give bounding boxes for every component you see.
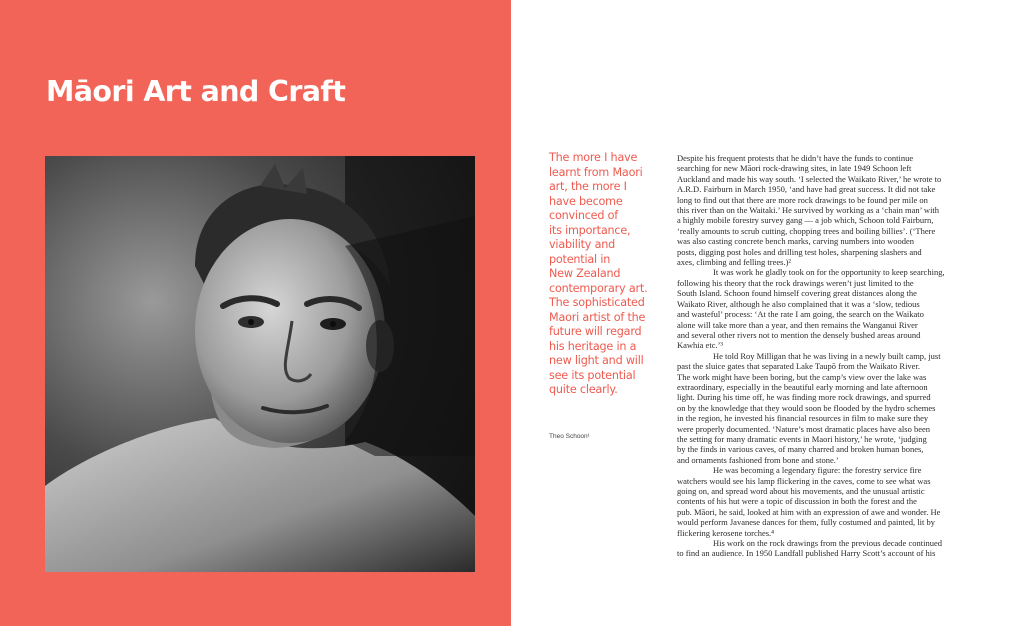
body-text-line: Waikato River, although he also complained that it was a ‘slow, tedious [677, 298, 920, 309]
body-text-line: past the sluice gates that separated Lake Taupō from the Waikato River. [677, 361, 920, 372]
body-text-line: in the region, he invested his financial resources in film to make sure they [677, 413, 929, 424]
body-text-line: South Island. Schoon found himself covering great distances along the [677, 288, 917, 299]
body-text-line: a highly mobile forestry survey gang — a job which, Schoon told Fairburn, [677, 215, 934, 226]
pull-quote [549, 151, 653, 398]
body-text-line: axes, climbing and felling trees.)² [677, 257, 791, 268]
pull-quote-line: its importance, [549, 223, 631, 237]
body-text-line: Despite his frequent protests that he didn’t have the funds to continue [677, 153, 914, 163]
pull-quote-line: convinced of [549, 209, 618, 222]
body-text-line: and wasteful’ process: ‘At the rate I am going, the search on the Waikato [677, 309, 924, 320]
body-text-line: posts, digging post holes and drilling test holes, sharpening slashers and [677, 246, 922, 257]
body-text-line: He was becoming a legendary figure: the forestry service fire [713, 465, 922, 476]
body-text-line: by the finds in various caves, of many charred and broken human bones, [677, 444, 924, 455]
body-text-line: It was work he gladly took on for the opportunity to keep searching, [713, 267, 945, 278]
pull-quote-line: The more I have [549, 151, 638, 164]
body-text [677, 153, 987, 559]
pull-quote-line: art, the more I [549, 180, 627, 193]
body-text-line: on by the knowledge that they would soon be flooded by the hydro schemes [677, 402, 936, 413]
pull-quote-line: viability and [549, 238, 616, 251]
pull-quote-line: The sophisticated [549, 296, 645, 309]
body-text-line: He told Roy Milligan that he was living in a newly built camp, just [713, 350, 941, 361]
pull-quote-line: future will regard [549, 325, 642, 338]
body-text-line: Auckland and made his way south. ‘I selected the Waikato River,’ he wrote to [677, 173, 942, 184]
body-text-line: His work on the rock drawings from the previous decade continued [713, 538, 942, 549]
body-text-line: Kawhia etc.’³ [677, 340, 723, 351]
body-text-line: long to find out that there are more rock drawings to be found per mile on [677, 194, 928, 205]
pull-quote-line: contemporary art. [549, 281, 648, 295]
body-text-line: this river than on the Waitaki.’ He survived by working as a ‘chain man’ with [677, 205, 940, 216]
pull-quote-line: new light and will [549, 354, 644, 367]
body-text-line: going on, and spread word about his movements, and the unusual artistic [677, 486, 925, 496]
pull-quote-line: have become [549, 194, 623, 208]
body-text-line: contents of his hut were a topic of discussion in both the forest and the [677, 496, 917, 507]
pull-quote-line: quite clearly. [549, 383, 618, 396]
body-text-line: and ornaments fashioned from bone and stone.’ [677, 454, 839, 465]
pull-quote-line: learnt from Maori [549, 165, 643, 179]
page-title: Māori Art and Craft [46, 75, 346, 108]
portrait-photo [45, 156, 475, 572]
body-text-line: was also casting concrete bench marks, carving numbers into wooden [677, 236, 914, 247]
body-text-line: alone will take more than a year, and then remains the Wanganui River [677, 319, 918, 330]
body-text-line: and several other rivers not to mention the densely bushed areas around [677, 329, 921, 340]
body-text-line: were properly documented. ‘Nature’s most dramatic places have also been [677, 423, 931, 434]
body-text-line: would perform Javanese dances for them, fully costumed and painted, lit by [677, 517, 935, 528]
body-text-line: watchers would see his lamp flickering in the caves, come to see what was [677, 475, 931, 486]
body-text-line: searching for new Māori rock-drawing sites, in late 1949 Schoon left [677, 163, 912, 174]
pull-quote-line: New Zealand [549, 267, 621, 280]
pull-quote-line: see its potential [549, 368, 636, 382]
body-text-line: flickering kerosene torches.⁴ [677, 527, 775, 538]
portrait-photo-icon [45, 156, 475, 572]
body-text-line: following his theory that the rock drawings weren’t just limited to the [677, 277, 914, 288]
quote-attribution: Theo Schoon¹ [549, 433, 590, 440]
body-text-line: pub. Māori, he said, looked at him with an expression of awe and wonder. He [677, 506, 941, 517]
body-text-line: A.R.D. Fairburn in March 1950, ‘and have had great success. It did not take [677, 184, 936, 195]
pull-quote-line: Maori artist of the [549, 310, 646, 324]
pull-quote-line: potential in [549, 252, 611, 266]
body-text-line: ‘really amounts to scrub cutting, chopping trees and boiling billies’. (‘There [677, 225, 936, 236]
body-text-line: to find an audience. In 1950 Landfall published Harry Scott’s account of his [677, 548, 936, 559]
pull-quote-line: his heritage in a [549, 339, 637, 353]
body-text-line: extraordinary, especially in the beautiful early morning and late afternoon [677, 381, 928, 392]
body-text-line: the setting for many dramatic events in Maori history,’ he wrote, ‘judging [677, 433, 927, 444]
body-text-line: light. During his time off, he was finding more rock drawings, and spurred [677, 392, 931, 403]
body-text-line: The work might have been boring, but the camp’s view over the lake was [677, 371, 927, 382]
